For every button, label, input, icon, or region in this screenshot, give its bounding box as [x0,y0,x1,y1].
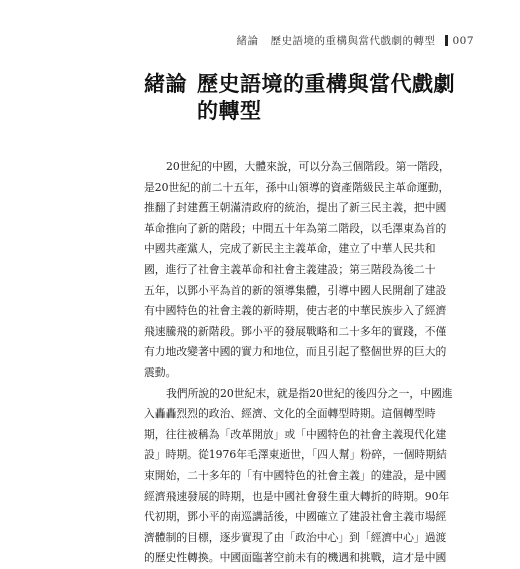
chapter-title-line-2: 的轉型 [197,98,262,123]
chapter-title-line-1: 歷史語境的重構與當代戲劇 [197,71,455,96]
body-text [144,157,453,569]
body-line: 有中國特色的社會主義的新時期，使古老的中華民族步入了經濟 [144,304,447,318]
page-number: 007 [452,34,474,47]
body-line: 濟體制的目標，逐步實現了由「政治中心」到「經濟中心」過渡 [144,530,447,544]
running-head [236,33,474,48]
body-line: 我們所說的20世紀末，就是指20世紀的後四分之一，中國進 [166,386,453,400]
body-line: 代初期，鄧小平的南巡講話後，中國確立了建設社會主義市場經 [144,510,447,524]
body-line: 中國共產黨人，完成了新民主主義革命，建立了中華人民共和 [144,242,436,256]
body-line: 飛速騰飛的新階段。鄧小平的發展戰略和二十多年的實踐，不僅 [144,324,447,338]
body-line: 期，往往被稱為「改革開放」或「中國特色的社會主義現代化建 [144,427,447,441]
running-head-title: 歷史語境的重構與當代戲劇的轉型 [270,35,436,47]
running-head-separator [445,35,448,46]
body-line: 國，進行了社會主義革命和社會主義建設；第三階段為後二十 [144,262,436,276]
body-line: 20世紀的中國，大體來說，可以分為三個階段。第一階段， [166,160,450,173]
body-line: 經濟飛速發展的時期，也是中國社會發生重大轉折的時期。90年 [144,489,450,503]
chapter-title [144,70,455,124]
body-line: 是20世紀的前二十五年，孫中山領導的資產階級民主革命運動， [144,180,450,194]
body-line: 入轟轟烈烈的政治、經濟、文化的全面轉型時期。這個轉型時 [144,407,436,421]
body-line: 五年，以鄧小平為首的新的領導集體，引導中國人民開創了建設 [144,283,447,297]
body-line: 設」時期。從1976年毛澤東逝世，「四人幫」粉碎，一個時期結 [144,448,447,462]
body-line: 有力地改變著中國的實力和地位，而且引起了整個世界的巨大的 [144,345,447,359]
body-line: 的歷史性轉換。中國面臨著空前未有的機遇和挑戰，這才是中國 [144,551,447,565]
chapter-title-lines [197,70,455,124]
body-line: 束開始，二十多年的「有中國特色的社會主義」的建設，是中國 [144,468,447,482]
body-line: 震動。 [144,365,177,379]
body-line: 革命推向了新的階段；中間五十年為第二階段，以毛澤東為首的 [144,221,447,235]
chapter-label: 緒論 [144,71,187,96]
running-head-section: 緒論 [236,35,259,47]
body-line: 推翻了封建舊王朝滿清政府的統治，提出了新三民主義，把中國 [144,201,447,215]
